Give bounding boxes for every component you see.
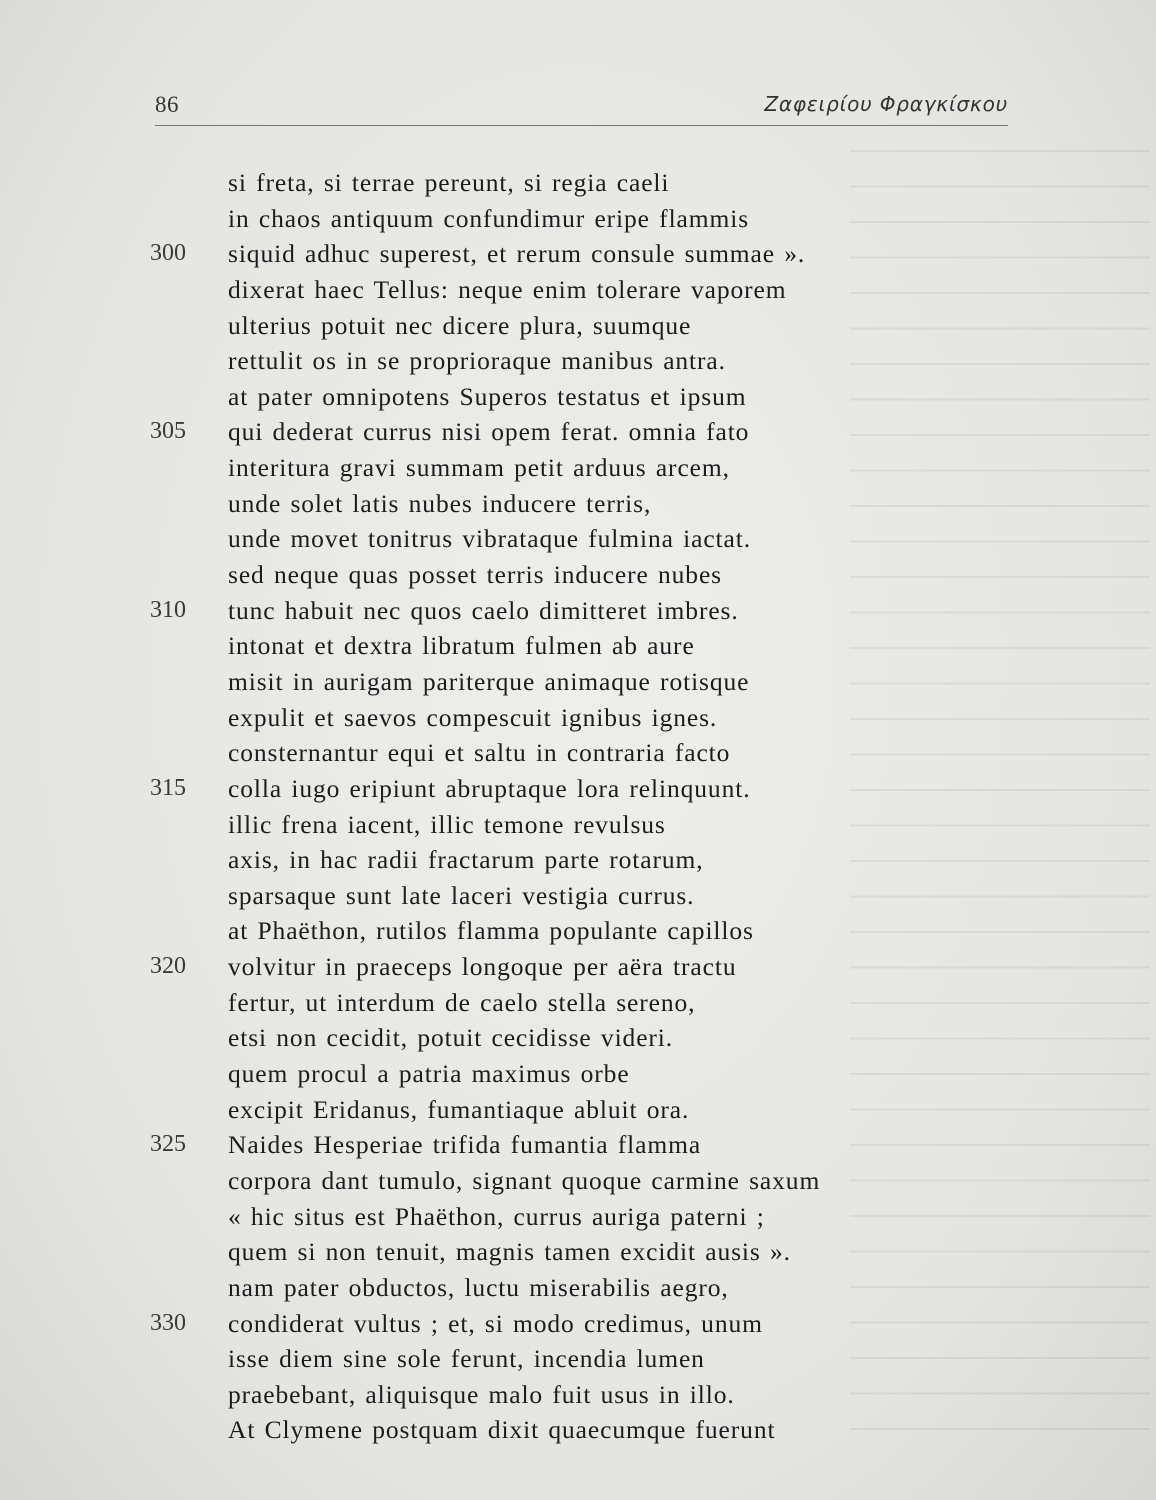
verse-text: At Clymene postquam dixit quaecumque fuerunt [228,1415,776,1445]
verse-line [150,700,950,736]
verse-text: consternantur equi et saltu in contraria facto [228,738,731,768]
verse-line [150,272,950,308]
verse-line [150,414,950,450]
verse-text: « hic situs est Phaëthon, currus auriga paterni ; [228,1201,765,1231]
verse-line [150,521,950,557]
verse-line [150,450,950,486]
verse-line [150,842,950,878]
verse-line [150,1056,950,1092]
verse-line [150,949,950,985]
verse-line [150,771,950,807]
verse-line [150,308,950,344]
line-number: 320 [150,953,186,980]
verse-text: tunc habuit nec quos caelo dimitteret imbres. [228,595,739,625]
verse-line [150,1270,950,1306]
verse-line [150,1163,950,1199]
verse-line [150,343,950,379]
line-number: 315 [150,774,186,801]
verse-line [150,1020,950,1056]
verse-line [150,1127,950,1163]
verse-text: praebebant, aliquisque malo fuit usus in illo. [228,1379,735,1409]
verse-text: etsi non cecidit, potuit cecidisse videri. [228,1023,674,1053]
verse-text: ulterius potuit nec dicere plura, suumque [228,310,692,340]
verse-line [150,236,950,272]
verse-text: siquid adhuc superest, et rerum consule summae ». [228,239,806,269]
verse-line [150,557,950,593]
header-rule [155,125,1008,126]
verse-line [150,985,950,1021]
line-number: 325 [150,1131,186,1158]
verse-line [150,807,950,843]
verse-line [150,1199,950,1235]
verse-text: unde solet latis nubes inducere terris, [228,488,652,518]
verse-list [150,165,950,1448]
verse-line [150,1092,950,1128]
verse-text: axis, in hac radii fractarum parte rotarum, [228,845,704,875]
verse-text: si freta, si terrae pereunt, si regia caeli [228,168,670,197]
verse-text: Naides Hesperiae trifida fumantia flamma [228,1130,702,1160]
verse-text: sed neque quas posset terris inducere nubes [228,560,722,590]
verse-line [150,486,950,522]
verse-text: in chaos antiquum confundimur eripe flammis [228,203,750,233]
verse-text: condiderat vultus ; et, si modo credimus, unum [228,1308,763,1338]
page-header [155,92,1008,122]
verse-line [150,1234,950,1270]
verse-line [150,878,950,914]
verse-text: nam pater obductos, luctu miserabilis aegro, [228,1272,729,1302]
verse-text: qui dederat currus nisi opem ferat. omnia fato [228,417,750,447]
verse-text: corpora dant tumulo, signant quoque carmine saxum [228,1165,821,1195]
verse-text: at Phaëthon, rutilos flamma populante capillos [228,916,754,946]
verse-text: unde movet tonitrus vibrataque fulmina iactat. [228,524,752,554]
verse-text: interitura gravi summam petit arduus arcem, [228,453,730,483]
line-number: 330 [150,1309,186,1336]
running-head: Ζαφειρίου Φραγκίσκου [764,92,1008,116]
verse-text: fertur, ut interdum de caelo stella sereno, [228,987,696,1017]
verse-text: colla iugo eripiunt abruptaque lora relinquunt. [228,773,751,803]
verse-line [150,664,950,700]
line-number: 305 [150,418,186,445]
verse-text: isse diem sine sole ferunt, incendia lumen [228,1344,705,1374]
verse-line [150,201,950,237]
verse-text: excipit Eridanus, fumantiaque abluit ora. [228,1094,690,1124]
verse-line [150,913,950,949]
verse-text: quem si non tenuit, magnis tamen excidit ausis ». [228,1237,791,1267]
verse-text: illic frena iacent, illic temone revulsus [228,809,666,839]
line-number: 300 [150,240,186,267]
line-number: 310 [150,596,186,623]
verse-text: sparsaque sunt late laceri vestigia currus. [228,880,695,910]
verse-text: misit in aurigam pariterque animaque rotisque [228,666,750,696]
verse-line [150,1306,950,1342]
verse-text: rettulit os in se proprioraque manibus antra. [228,346,726,376]
verse-text: dixerat haec Tellus: neque enim tolerare vaporem [228,274,787,304]
page-number: 86 [155,92,179,117]
verse-line [150,165,950,201]
verse-line [150,1412,950,1448]
verse-text: at pater omnipotens Superos testatus et ipsum [228,381,747,411]
verse-line [150,1377,950,1413]
verse-text: expulit et saevos compescuit ignibus ignes. [228,702,718,732]
verse-line [150,628,950,664]
verse-line [150,593,950,629]
verse-line [150,379,950,415]
verse-line [150,735,950,771]
verse-text: quem procul a patria maximus orbe [228,1059,630,1089]
verse-line [150,1341,950,1377]
verse-text: intonat et dextra libratum fulmen ab aure [228,631,695,661]
verse-text: volvitur in praeceps longoque per aëra tractu [228,952,737,982]
